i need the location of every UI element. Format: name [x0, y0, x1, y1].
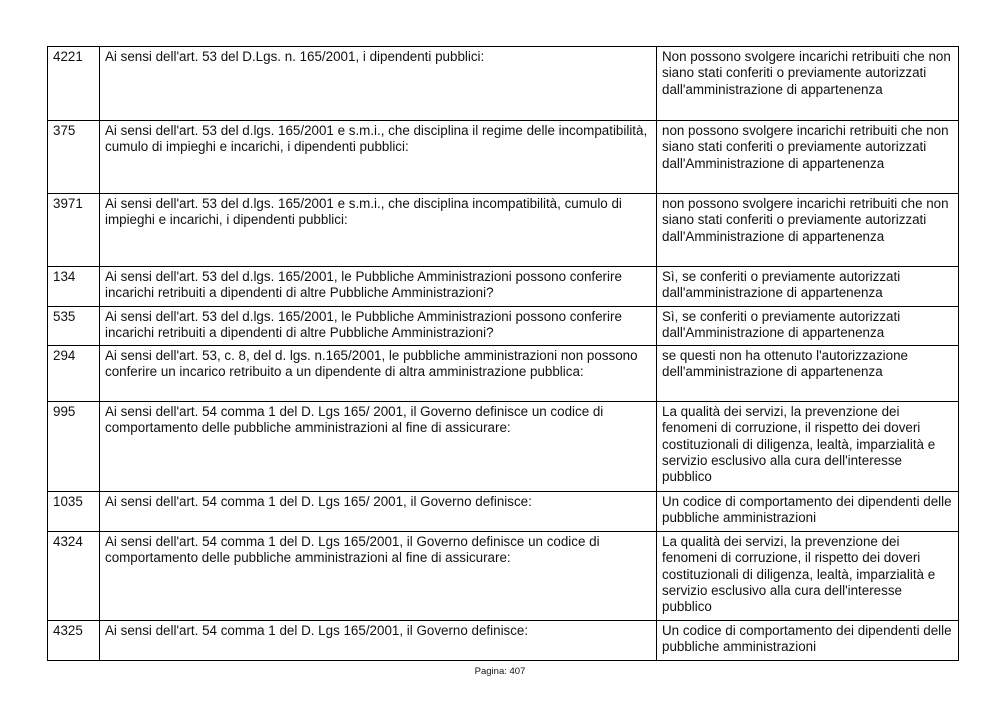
answer-text: Un codice di comportamento dei dipendenti delle pubbliche amministrazioni [657, 621, 959, 661]
question-id: 535 [48, 307, 100, 346]
answer-text: Sì, se conferiti o previamente autorizzati dall'amministrazione di appartenenza [657, 267, 959, 307]
question-text: Ai sensi dell'art. 54 comma 1 del D. Lgs 165/2001, il Governo definisce un codice di comportamento delle pubbliche amministrazioni al fine di assicurare: [100, 532, 657, 621]
answer-text: Un codice di comportamento dei dipendenti delle pubbliche amministrazioni [657, 492, 959, 532]
question-id: 995 [48, 402, 100, 492]
answer-text: Sì, se conferiti o previamente autorizzati dall'Amministrazione di appartenenza [657, 307, 959, 346]
question-id: 4221 [48, 47, 100, 121]
table-row [48, 346, 959, 402]
question-id: 375 [48, 121, 100, 194]
question-table [47, 46, 959, 661]
table-row [48, 307, 959, 346]
table-row [48, 532, 959, 621]
question-text: Ai sensi dell'art. 54 comma 1 del D. Lgs 165/ 2001, il Governo definisce: [100, 492, 657, 532]
question-text: Ai sensi dell'art. 53 del d.lgs. 165/2001, le Pubbliche Amministrazioni possono conferire incarichi retribuiti a dipendenti di altre Pubbliche Amministrazioni? [100, 307, 657, 346]
question-id: 294 [48, 346, 100, 402]
answer-text: Non possono svolgere incarichi retribuiti che non siano stati conferiti o previamente autorizzati dall'amministrazione di appartenenza [657, 47, 959, 121]
question-id: 134 [48, 267, 100, 307]
table-row [48, 621, 959, 661]
question-id: 4324 [48, 532, 100, 621]
question-text: Ai sensi dell'art. 53 del d.lgs. 165/2001, le Pubbliche Amministrazioni possono conferire incarichi retribuiti a dipendenti di altre Pubbliche Amministrazioni? [100, 267, 657, 307]
question-id: 4325 [48, 621, 100, 661]
page-number: Pagina: 407 [474, 666, 526, 677]
table-row [48, 267, 959, 307]
answer-text: se questi non ha ottenuto l'autorizzazione dell'amministrazione di appartenenza [657, 346, 959, 402]
answer-text: non possono svolgere incarichi retribuiti che non siano stati conferiti o previamente autorizzati dall'Amministrazione di appartenenza [657, 194, 959, 267]
table-row [48, 121, 959, 194]
table-row [48, 402, 959, 492]
question-text: Ai sensi dell'art. 54 comma 1 del D. Lgs 165/ 2001, il Governo definisce un codice di comportamento delle pubbliche amministrazioni al fine di assicurare: [100, 402, 657, 492]
answer-text: La qualità dei servizi, la prevenzione dei fenomeni di corruzione, il rispetto dei doveri costituzionali di diligenza, lealtà, imparzialità e servizio esclusivo alla cura dell'interesse pubblico [657, 532, 959, 621]
question-text: Ai sensi dell'art. 54 comma 1 del D. Lgs 165/2001, il Governo definisce: [100, 621, 657, 661]
table-row [48, 492, 959, 532]
answer-text: non possono svolgere incarichi retribuiti che non siano stati conferiti o previamente autorizzati dall'Amministrazione di appartenenza [657, 121, 959, 194]
question-text: Ai sensi dell'art. 53 del d.lgs. 165/2001 e s.m.i., che disciplina incompatibilità, cumulo di impieghi e incarichi, i dipendenti pubblici: [100, 194, 657, 267]
question-id: 3971 [48, 194, 100, 267]
answer-text: La qualità dei servizi, la prevenzione dei fenomeni di corruzione, il rispetto dei doveri costituzionali di diligenza, lealtà, imparzialità e servizio esclusivo alla cura dell'interesse pubblico [657, 402, 959, 492]
question-text: Ai sensi dell'art. 53 del D.Lgs. n. 165/2001, i dipendenti pubblici: [100, 47, 657, 121]
question-id: 1035 [48, 492, 100, 532]
question-text: Ai sensi dell'art. 53, c. 8, del d. lgs. n.165/2001, le pubbliche amministrazioni non possono conferire un incarico retribuito a un dipendente di altra amministrazione pubblica: [100, 346, 657, 402]
question-text: Ai sensi dell'art. 53 del d.lgs. 165/2001 e s.m.i., che disciplina il regime delle incompatibilità, cumulo di impieghi e incarichi, i dipendenti pubblici: [100, 121, 657, 194]
table-row [48, 194, 959, 267]
table-row [48, 47, 959, 121]
